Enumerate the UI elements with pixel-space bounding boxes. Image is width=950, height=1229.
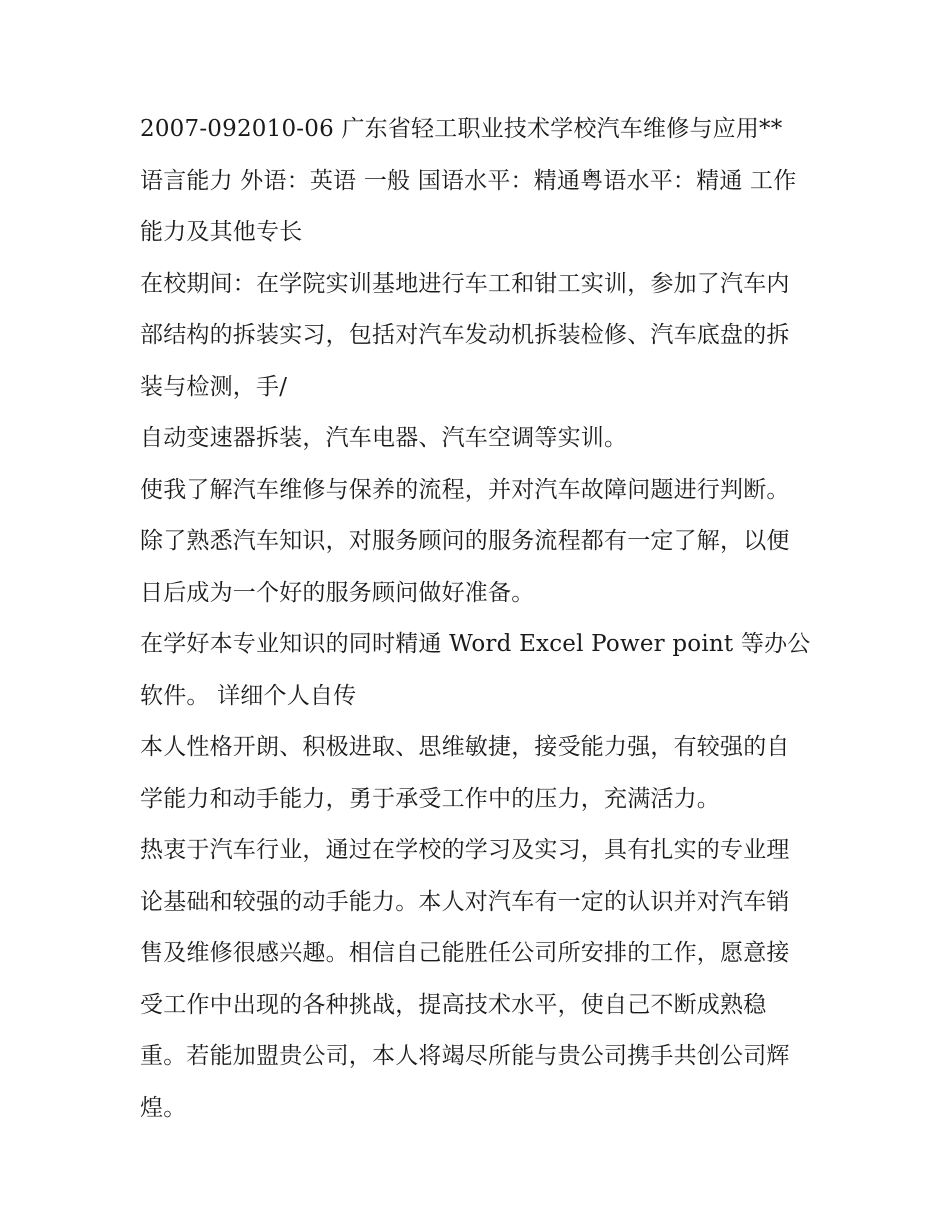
- paragraph-office-skills: 在学好本专业知识的同时精通 Word Excel Power point 等办公软件。 详细个人自传: [140, 631, 811, 709]
- document-body: [140, 104, 812, 1134]
- paragraph-school-training: 在校期间：在学院实训基地进行车工和钳工实训，参加了汽车内部结构的拆装实习，包括对汽车发动机拆装检修、汽车底盘的拆装与检测，手/: [140, 270, 790, 400]
- paragraph-personality: 本人性格开朗、积极进取、思维敏捷，接受能力强，有较强的自学能力和动手能力，勇于承受工作中的压力，充满活力。: [140, 734, 790, 812]
- paragraph-education: 2007-092010-06 广东省轻工职业技术学校汽车维修与应用** 语言能力 外语：英语 一般 国语水平：精通粤语水平：精通 工作能力及其他专长: [140, 116, 797, 245]
- paragraph-career-goal: 热衷于汽车行业，通过在学校的学习及实习，具有扎实的专业理论基础和较强的动手能力。本人对汽车有一定的认识并对汽车销售及维修很感兴趣。相信自己能胜任公司所安排的工作，愿意接受工作中出现的各种挑战，提高技术水平，使自己不断成熟稳重。若能加盟贵公司，本人将竭尽所能与贵公司携手共创公司辉煌。: [140, 837, 790, 1121]
- paragraph-transmission-training: 自动变速器拆装，汽车电器、汽车空调等实训。: [140, 425, 628, 451]
- paragraph-maintenance-knowledge: 使我了解汽车维修与保养的流程，并对汽车故障问题进行判断。除了熟悉汽车知识，对服务顾问的服务流程都有一定了解，以便日后成为一个好的服务顾问做好准备。: [140, 476, 790, 606]
